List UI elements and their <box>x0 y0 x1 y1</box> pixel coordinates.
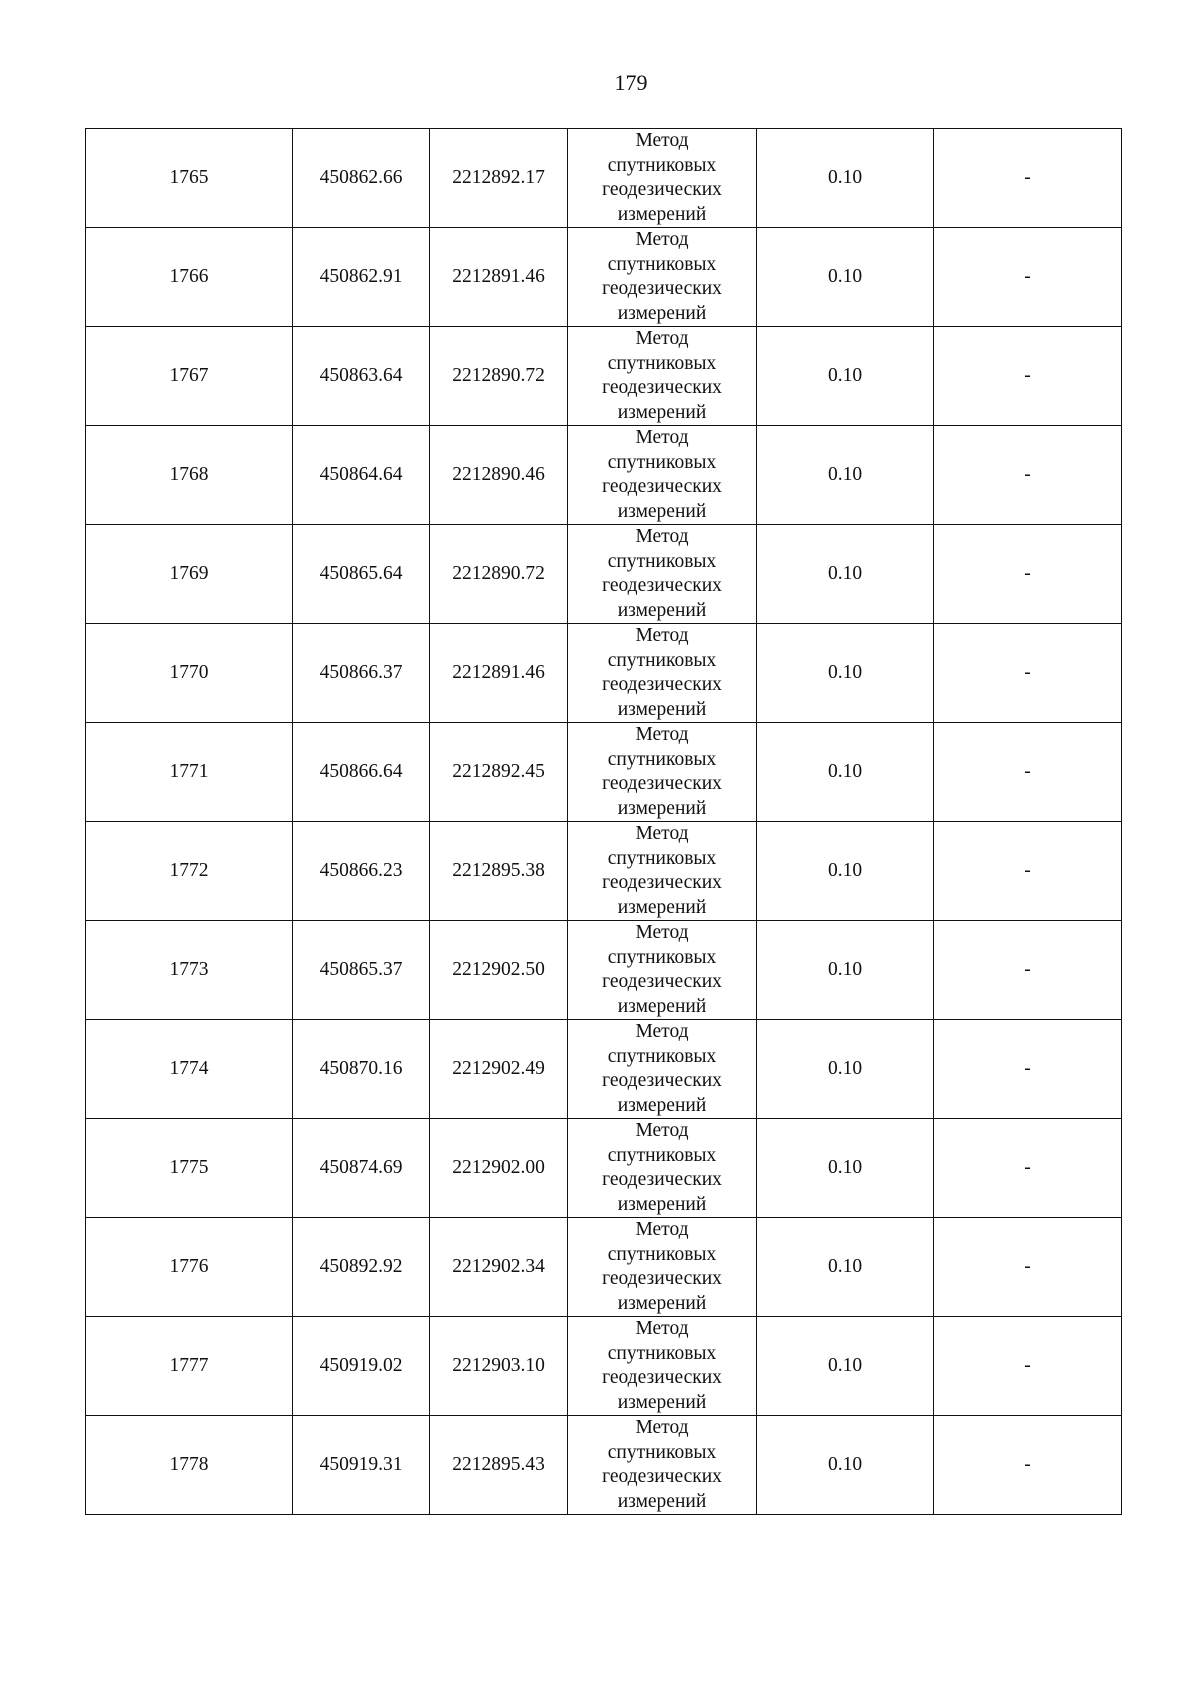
x-coordinate-cell: 450870.16 <box>293 1020 430 1119</box>
x-coordinate-cell: 450865.37 <box>293 921 430 1020</box>
method-text: Метод спутниковых геодезических измерений <box>602 1021 722 1116</box>
method-text: Метод спутниковых геодезических измерений <box>602 130 722 225</box>
y-coordinate-cell: 2212892.17 <box>430 129 568 228</box>
table-row <box>86 1416 1122 1515</box>
description-cell: - <box>934 1020 1122 1119</box>
point-number-cell: 1773 <box>86 921 293 1020</box>
table-row <box>86 228 1122 327</box>
description-cell: - <box>934 822 1122 921</box>
x-coordinate-cell: 450892.92 <box>293 1218 430 1317</box>
y-coordinate-cell: 2212902.00 <box>430 1119 568 1218</box>
precision-cell: 0.10 <box>757 1218 934 1317</box>
y-coordinate-cell: 2212890.46 <box>430 426 568 525</box>
table-row <box>86 129 1122 228</box>
method-cell <box>568 723 757 822</box>
description-cell: - <box>934 723 1122 822</box>
y-coordinate-cell: 2212895.43 <box>430 1416 568 1515</box>
method-cell <box>568 822 757 921</box>
y-coordinate-cell: 2212892.45 <box>430 723 568 822</box>
method-cell <box>568 1218 757 1317</box>
x-coordinate-cell: 450863.64 <box>293 327 430 426</box>
point-number-cell: 1771 <box>86 723 293 822</box>
method-cell <box>568 228 757 327</box>
x-coordinate-cell: 450864.64 <box>293 426 430 525</box>
x-coordinate-cell: 450919.31 <box>293 1416 430 1515</box>
x-coordinate-cell: 450862.91 <box>293 228 430 327</box>
y-coordinate-cell: 2212902.34 <box>430 1218 568 1317</box>
precision-cell: 0.10 <box>757 525 934 624</box>
x-coordinate-cell: 450919.02 <box>293 1317 430 1416</box>
precision-cell: 0.10 <box>757 1416 934 1515</box>
x-coordinate-cell: 450866.64 <box>293 723 430 822</box>
table-row <box>86 1317 1122 1416</box>
coordinates-table <box>85 128 1122 1515</box>
precision-cell: 0.10 <box>757 327 934 426</box>
y-coordinate-cell: 2212890.72 <box>430 525 568 624</box>
table-row <box>86 624 1122 723</box>
precision-cell: 0.10 <box>757 228 934 327</box>
point-number-cell: 1778 <box>86 1416 293 1515</box>
point-number-cell: 1776 <box>86 1218 293 1317</box>
method-text: Метод спутниковых геодезических измерений <box>602 922 722 1017</box>
point-number-cell: 1775 <box>86 1119 293 1218</box>
method-cell <box>568 525 757 624</box>
method-text: Метод спутниковых геодезических измерений <box>602 328 722 423</box>
method-cell <box>568 1119 757 1218</box>
precision-cell: 0.10 <box>757 1317 934 1416</box>
y-coordinate-cell: 2212891.46 <box>430 624 568 723</box>
x-coordinate-cell: 450866.37 <box>293 624 430 723</box>
precision-cell: 0.10 <box>757 822 934 921</box>
point-number-cell: 1766 <box>86 228 293 327</box>
method-text: Метод спутниковых геодезических измерений <box>602 229 722 324</box>
method-cell <box>568 327 757 426</box>
method-text: Метод спутниковых геодезических измерений <box>602 724 722 819</box>
table-body <box>86 129 1122 1515</box>
description-cell: - <box>934 1119 1122 1218</box>
precision-cell: 0.10 <box>757 723 934 822</box>
description-cell: - <box>934 327 1122 426</box>
y-coordinate-cell: 2212902.50 <box>430 921 568 1020</box>
method-text: Метод спутниковых геодезических измерений <box>602 526 722 621</box>
table-row <box>86 822 1122 921</box>
method-cell <box>568 426 757 525</box>
description-cell: - <box>934 525 1122 624</box>
page-number: 179 <box>614 70 648 95</box>
method-cell <box>568 1416 757 1515</box>
method-cell <box>568 129 757 228</box>
x-coordinate-cell: 450865.64 <box>293 525 430 624</box>
x-coordinate-cell: 450874.69 <box>293 1119 430 1218</box>
y-coordinate-cell: 2212891.46 <box>430 228 568 327</box>
point-number-cell: 1769 <box>86 525 293 624</box>
description-cell: - <box>934 228 1122 327</box>
precision-cell: 0.10 <box>757 921 934 1020</box>
y-coordinate-cell: 2212890.72 <box>430 327 568 426</box>
point-number-cell: 1772 <box>86 822 293 921</box>
description-cell: - <box>934 921 1122 1020</box>
description-cell: - <box>934 1317 1122 1416</box>
method-cell <box>568 1317 757 1416</box>
y-coordinate-cell: 2212895.38 <box>430 822 568 921</box>
method-text: Метод спутниковых геодезических измерений <box>602 1219 722 1314</box>
description-cell: - <box>934 1218 1122 1317</box>
point-number-cell: 1765 <box>86 129 293 228</box>
method-text: Метод спутниковых геодезических измерений <box>602 1417 722 1512</box>
table-row <box>86 921 1122 1020</box>
y-coordinate-cell: 2212903.10 <box>430 1317 568 1416</box>
method-cell <box>568 624 757 723</box>
table-row <box>86 1218 1122 1317</box>
point-number-cell: 1767 <box>86 327 293 426</box>
point-number-cell: 1768 <box>86 426 293 525</box>
point-number-cell: 1774 <box>86 1020 293 1119</box>
x-coordinate-cell: 450862.66 <box>293 129 430 228</box>
method-cell <box>568 921 757 1020</box>
method-cell <box>568 1020 757 1119</box>
description-cell: - <box>934 129 1122 228</box>
method-text: Метод спутниковых геодезических измерений <box>602 625 722 720</box>
table-row <box>86 426 1122 525</box>
description-cell: - <box>934 426 1122 525</box>
method-text: Метод спутниковых геодезических измерений <box>602 823 722 918</box>
table-row <box>86 1020 1122 1119</box>
table-row <box>86 1119 1122 1218</box>
precision-cell: 0.10 <box>757 129 934 228</box>
precision-cell: 0.10 <box>757 426 934 525</box>
point-number-cell: 1770 <box>86 624 293 723</box>
precision-cell: 0.10 <box>757 1119 934 1218</box>
precision-cell: 0.10 <box>757 1020 934 1119</box>
method-text: Метод спутниковых геодезических измерений <box>602 1318 722 1413</box>
point-number-cell: 1777 <box>86 1317 293 1416</box>
precision-cell: 0.10 <box>757 624 934 723</box>
table-row <box>86 327 1122 426</box>
method-text: Метод спутниковых геодезических измерений <box>602 427 722 522</box>
table-row <box>86 525 1122 624</box>
method-text: Метод спутниковых геодезических измерений <box>602 1120 722 1215</box>
table-row <box>86 723 1122 822</box>
description-cell: - <box>934 1416 1122 1515</box>
description-cell: - <box>934 624 1122 723</box>
y-coordinate-cell: 2212902.49 <box>430 1020 568 1119</box>
x-coordinate-cell: 450866.23 <box>293 822 430 921</box>
